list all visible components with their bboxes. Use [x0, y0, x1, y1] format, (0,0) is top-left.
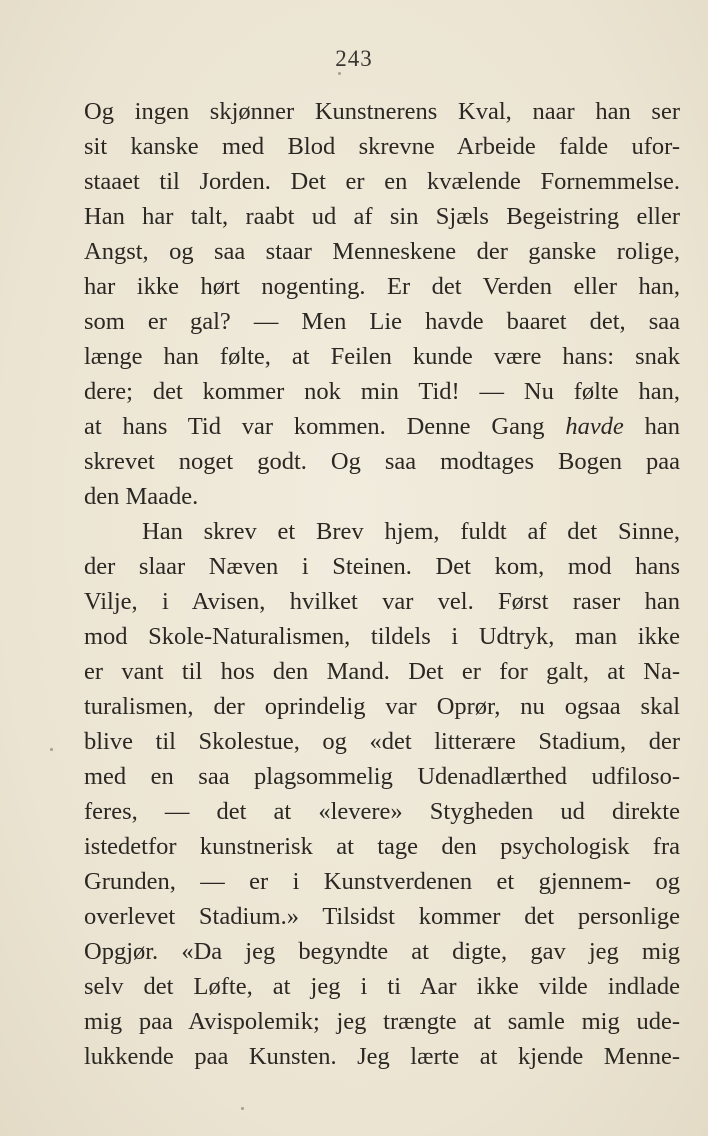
- text-line: lukkende paa Kunsten. Jeg lærte at kjende Menne-: [84, 1043, 680, 1070]
- line-segment: han: [644, 413, 680, 440]
- text-line: der slaar Næven i Steinen. Det kom, mod hans: [84, 553, 680, 580]
- text-line: har ikke hørt nogenting. Er det Verden eller han,: [84, 273, 680, 300]
- text-line: Opgjør. «Da jeg begyndte at digte, gav jeg mig: [84, 938, 680, 965]
- text-line: Han skrev et Brev hjem, fuldt af det Sinne,: [142, 518, 680, 545]
- text-line: dere; det kommer nok min Tid! — Nu følte han,: [84, 378, 680, 405]
- text-line: den Maade.: [84, 483, 199, 510]
- text-line: sit kanske med Blod skrevne Arbeide falde ufor-: [84, 133, 680, 160]
- text-line: skrevet noget godt. Og saa modtages Bogen paa: [84, 448, 680, 475]
- text-line: selv det Løfte, at jeg i ti Aar ikke vilde indlade: [84, 973, 680, 1000]
- text-line: mig paa Avispolemik; jeg trængte at samle mig ude-: [84, 1008, 680, 1035]
- paper-speck: [241, 1107, 244, 1110]
- text-line: er vant til hos den Mand. Det er for galt, at Na-: [84, 658, 680, 685]
- text-line: Og ingen skjønner Kunstnerens Kval, naar han ser: [84, 98, 680, 125]
- text-line: istedetfor kunstnerisk at tage den psychologisk fra: [84, 833, 680, 860]
- text-line: Vilje, i Avisen, hvilket var vel. Først raser han: [84, 588, 680, 615]
- text-line: med en saa plagsommelig Udenadlærthed udfiloso-: [84, 763, 680, 790]
- body-text: [84, 94, 680, 1074]
- emphasized-word: havde: [565, 413, 624, 440]
- text-line: Han har talt, raabt ud af sin Sjæls Begeistring eller: [84, 203, 680, 230]
- text-line: Angst, og saa staar Menneskene der ganske rolige,: [84, 238, 680, 265]
- text-line: Grunden, — er i Kunstverdenen et gjennem- og: [84, 868, 680, 895]
- text-line: turalismen, der oprindelig var Oprør, nu ogsaa skal: [84, 693, 680, 720]
- text-line: feres, — det at «levere» Stygheden ud direkte: [84, 798, 680, 825]
- paper-speck: [50, 748, 53, 751]
- paragraph-2: [84, 514, 680, 1074]
- text-line: som er gal? — Men Lie havde baaret det, saa: [84, 308, 680, 335]
- page-number: 243: [335, 46, 373, 71]
- paper-speck: [338, 72, 341, 75]
- text-line: længe han følte, at Feilen kunde være hans: snak: [84, 343, 680, 370]
- text-line: mod Skole-Naturalismen, tildels i Udtryk, man ikke: [84, 623, 680, 650]
- paragraph-1: [84, 94, 680, 514]
- text-line: overlevet Stadium.» Tilsidst kommer det personlige: [84, 903, 680, 930]
- text-line: blive til Skolestue, og «det litterære Stadium, der: [84, 728, 680, 755]
- line-segment: at hans Tid var kommen. Denne Gang: [84, 413, 545, 440]
- text-line: staaet til Jorden. Det er en kvælende Fornemmelse.: [84, 168, 680, 195]
- text-line-with-emphasis: [84, 409, 680, 444]
